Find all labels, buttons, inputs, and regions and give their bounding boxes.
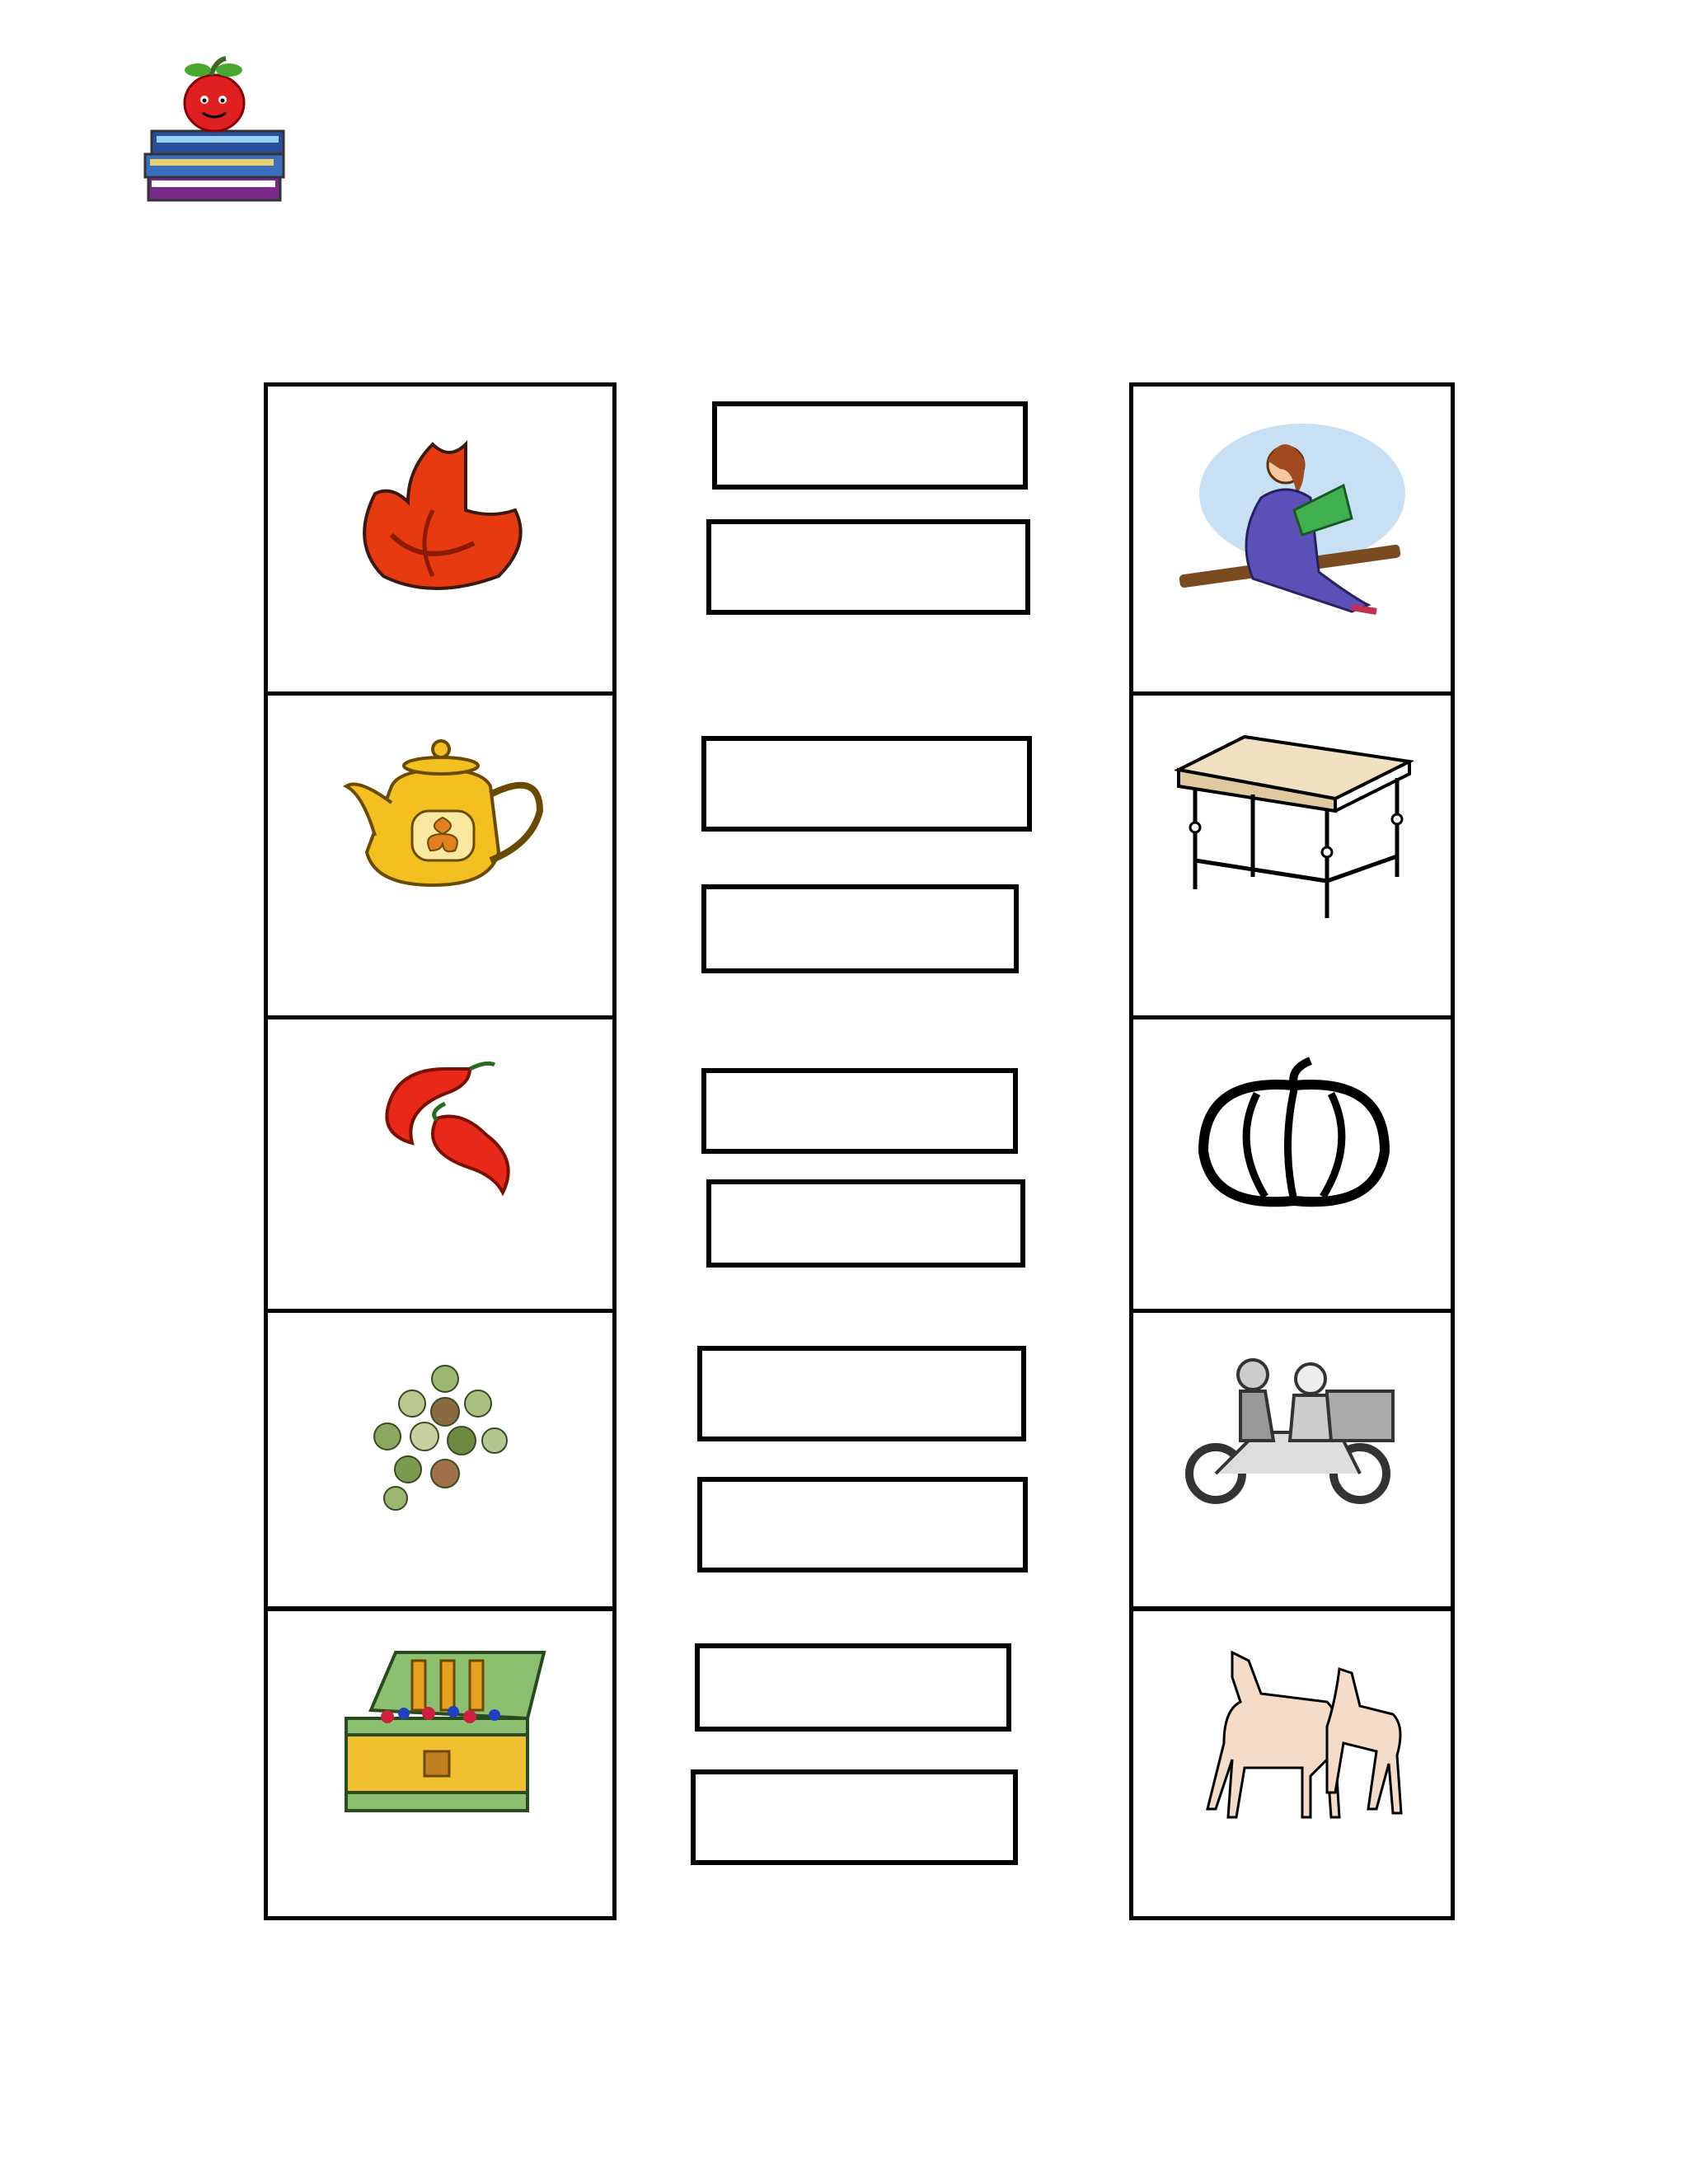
- wooden-table-icon: [1175, 729, 1414, 926]
- phrase-box-7[interactable]: [697, 1346, 1026, 1441]
- marbles-icon: [363, 1354, 528, 1519]
- phrase-box-2[interactable]: [706, 519, 1030, 615]
- phrase-box-4[interactable]: [701, 884, 1019, 973]
- apple-books-icon: [140, 54, 297, 210]
- horses-icon: [1175, 1644, 1414, 1834]
- right-picture-cell-4: [1129, 1309, 1455, 1610]
- right-picture-cell-1: [1129, 382, 1455, 696]
- treasure-chest-icon: [338, 1644, 552, 1834]
- flower-border-top: [157, 210, 1525, 264]
- pumpkin-icon: [1195, 1052, 1393, 1217]
- phrase-box-10[interactable]: [691, 1769, 1018, 1865]
- right-picture-cell-3: [1129, 1015, 1455, 1313]
- motorcycle-riders-icon: [1179, 1350, 1409, 1515]
- cowboy-hat-icon: [342, 428, 548, 593]
- left-picture-cell-2: [264, 691, 617, 1019]
- phrase-box-1[interactable]: [712, 401, 1028, 490]
- phrase-box-8[interactable]: [697, 1477, 1028, 1572]
- left-picture-cell-1: [264, 382, 617, 696]
- phrase-box-5[interactable]: [701, 1068, 1018, 1154]
- phrase-box-3[interactable]: [701, 736, 1032, 832]
- woman-reading-icon: [1179, 419, 1409, 626]
- right-picture-cell-2: [1129, 691, 1455, 1019]
- right-picture-cell-5: [1129, 1607, 1455, 1920]
- phrase-box-9[interactable]: [695, 1643, 1011, 1732]
- teapot-icon: [342, 729, 548, 902]
- left-picture-cell-3: [264, 1015, 617, 1313]
- left-picture-cell-5: [264, 1607, 617, 1920]
- chili-peppers-icon: [363, 1052, 528, 1201]
- left-picture-cell-4: [264, 1309, 617, 1610]
- phrase-box-6[interactable]: [706, 1179, 1025, 1268]
- birds-flowers-border: [140, 1945, 1558, 1994]
